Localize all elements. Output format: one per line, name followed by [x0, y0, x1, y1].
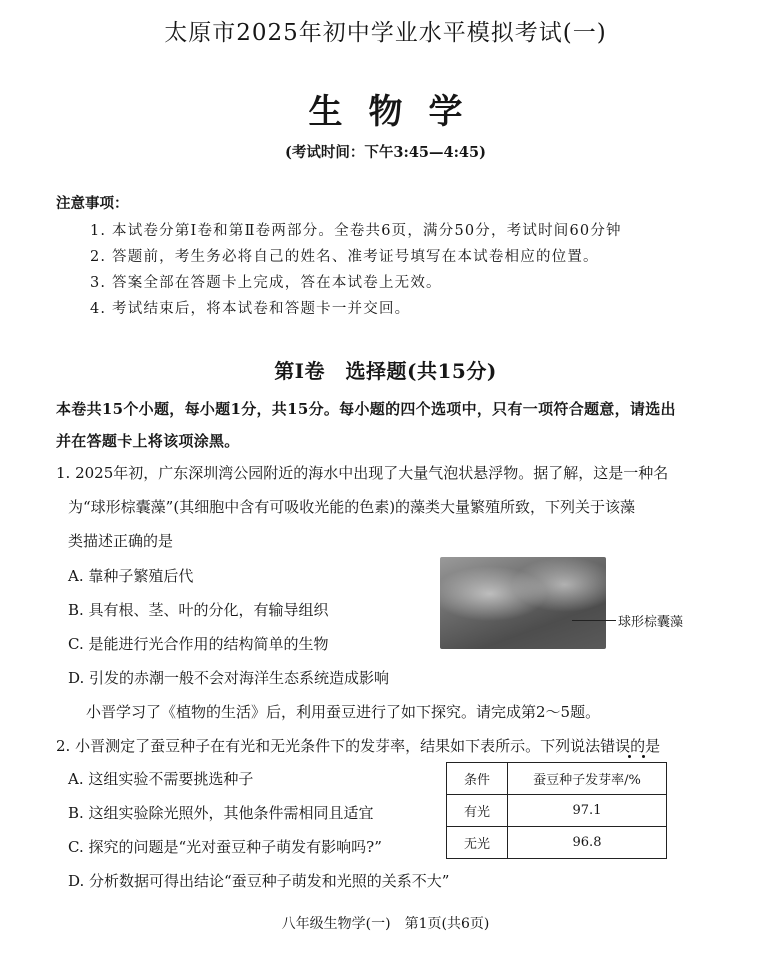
- question-2-option-b: B. 这组实验除光照外，其他条件需相同且适宜: [68, 804, 374, 822]
- exam-title: 太原市2025年初中学业水平模拟考试(一): [164, 20, 607, 46]
- section-title: 第Ⅰ卷 选择题(共15分): [274, 359, 497, 383]
- question-2-option-c: C. 探究的问题是“光对蚕豆种子萌发有影响吗?”: [68, 838, 382, 856]
- question-2-option-a: A. 这组实验不需要挑选种子: [68, 770, 254, 788]
- question-1-option-a: A. 靠种子繁殖后代: [68, 567, 194, 585]
- photo-label: 球形棕囊藻: [618, 615, 684, 630]
- subject-title: 生物学: [308, 92, 489, 132]
- section-instructions: 并在答题卡上将该项涂黑。: [56, 432, 240, 450]
- table-row: [447, 827, 667, 859]
- question-1-stem: 类描述正确的是: [68, 532, 174, 550]
- exam-time: (考试时间：下午3:45—4:45): [285, 144, 486, 161]
- section-instructions: 本卷共15个小题，每小题1分，共15分。每小题的四个选项中，只有一项符合题意，请选出: [56, 400, 676, 418]
- emphasis-dot: [642, 755, 645, 758]
- table-row: [447, 795, 667, 827]
- table-header-cell: 蚕豆种子发芽率/%: [508, 763, 667, 795]
- question-1-option-b: B. 具有根、茎、叶的分化，有输导组织: [68, 601, 329, 619]
- algae-photo: [440, 557, 606, 649]
- notice-item: 2. 答题前，考生务必将自己的姓名、准考证号填写在本试卷相应的位置。: [90, 249, 599, 265]
- emphasis-dot: [628, 755, 631, 758]
- page-footer: 八年级生物学(一) 第1页(共6页): [281, 916, 490, 932]
- table-cell: 无光: [447, 827, 508, 859]
- question-1-stem: 1. 2025年初，广东深圳湾公园附近的海水中出现了大量气泡状悬浮物。据了解，这是一种名: [56, 464, 669, 482]
- table-cell: 97.1: [508, 795, 667, 827]
- table-cell: 96.8: [508, 827, 667, 859]
- question-group-intro: 小晋学习了《植物的生活》后，利用蚕豆进行了如下探究。请完成第2～5题。: [86, 703, 601, 721]
- germination-table: [446, 762, 667, 859]
- question-1-option-c: C. 是能进行光合作用的结构简单的生物: [68, 635, 329, 653]
- question-2-stem: 2. 小晋测定了蚕豆种子在有光和无光条件下的发芽率，结果如下表所示。下列说法错误的是: [56, 737, 661, 755]
- question-1-option-d: D. 引发的赤潮一般不会对海洋生态系统造成影响: [68, 669, 390, 687]
- notice-item: 1. 本试卷分第Ⅰ卷和第Ⅱ卷两部分。全卷共6页，满分50分，考试时间60分钟: [90, 223, 622, 239]
- question-2-option-d: D. 分析数据可得出结论“蚕豆种子萌发和光照的关系不大”: [68, 872, 450, 890]
- table-header-cell: 条件: [447, 763, 508, 795]
- notice-item: 3. 答案全部在答题卡上完成，答在本试卷上无效。: [90, 275, 442, 291]
- question-1-stem: 为“球形棕囊藻”(其细胞中含有可吸收光能的色素)的藻类大量繁殖所致，下列关于该藻: [68, 498, 636, 516]
- table-cell: 有光: [447, 795, 508, 827]
- notice-title: 注意事项：: [56, 195, 129, 212]
- table-header-row: [447, 763, 667, 795]
- notice-item: 4. 考试结束后，将本试卷和答题卡一并交回。: [90, 301, 411, 317]
- photo-callout-line: [572, 620, 616, 621]
